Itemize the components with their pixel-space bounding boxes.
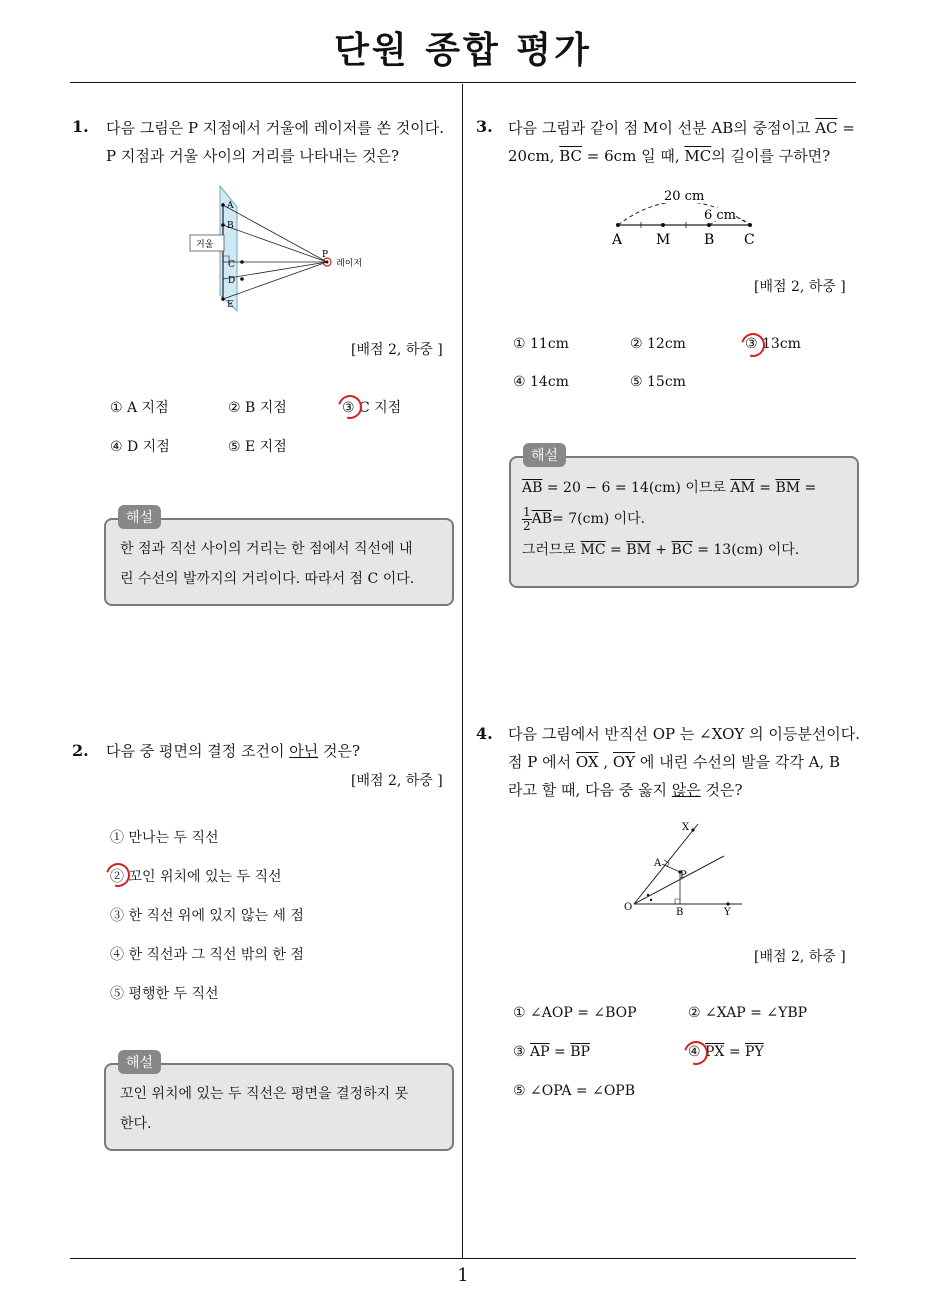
mirror-laser-figure [185,183,385,313]
choice-3[interactable]: ③ 한 직선 위에 있지 않는 세 점 [110,908,304,924]
solution-line: 한다. [120,1116,152,1132]
choice-5[interactable]: ⑤ 15cm [630,374,686,390]
question-line: 다음 그림에서 반직선 OP 는 ∠XOY 의 이등분선이다. [508,725,861,743]
fraction: 1 2 [523,504,531,533]
top-divider [70,82,856,83]
solution-line: 한 점과 직선 사이의 거리는 한 점에서 직선에 내 [120,541,413,557]
question-line: 다음 그림과 같이 점 M이 선분 AB의 중점이고 $\overline{AC}$ = [508,119,855,137]
choice-3[interactable]: ③ 13cm [745,336,801,352]
solution-box [104,518,454,606]
laser-line-d [223,262,327,279]
page-title: 단원 종합 평가 [334,30,592,71]
answer-circle-mark [737,329,770,362]
choice-1[interactable]: ① 11cm [513,336,569,352]
angle-bisector-figure [618,818,758,922]
question-number: 4. [476,724,493,743]
laser-line-b [223,225,327,262]
solution-box [104,1063,454,1151]
question-text [508,114,855,170]
answer-circle-mark [102,859,135,892]
label-b: B [676,907,684,918]
label-c: C [228,260,235,270]
question-number: 3. [476,117,493,136]
label-d: D [228,276,236,286]
label-e: E [227,300,234,310]
choice-2[interactable]: ② B 지점 [228,400,287,416]
underlined-word: 아닌 [289,742,319,760]
solution-text [120,1079,408,1139]
solution-text [120,534,414,594]
question-line: 20cm, $\overline{BC} = 6cm$ 일 때, $\overline{MC}$의 길이를 구하면? [508,147,831,165]
label-a: A [227,201,234,211]
choice-5[interactable]: ⑤ E 지점 [228,439,287,455]
choice-4[interactable]: ④ 한 직선과 그 직선 밖의 한 점 [110,947,304,963]
choice-2[interactable]: ② ∠XAP = ∠YBP [688,1005,808,1021]
solution-line: 그러므로 $\overline{MC} = \overline{BM} + \overline{BC} = 13(cm)$ 이다. [522,542,800,558]
label-a: A [654,858,662,869]
label-x: X [682,822,690,833]
choice-4[interactable]: ④ D 지점 [110,439,170,455]
choice-3[interactable]: ③ $\overline{AP} = \overline{BP}$ [513,1044,590,1060]
length-label-ac: 20 cm [664,189,705,204]
label-o: O [624,902,633,913]
solution-text [522,474,816,564]
question-line: 점 P 에서 $\overline{OX}$ , $\overline{OY}$ 에 내린 수선의 발을 각각 A, B [508,753,841,771]
label-p: P [322,250,329,260]
question-text: 다음 중 평면의 결정 조건이 아닌 것은? [106,742,361,760]
solution-box [509,456,859,588]
choice-4[interactable]: ④ $\overline{PX} = \overline{PY}$ [688,1044,764,1060]
label-a: A [612,232,623,248]
solution-tag: 해설 [118,1050,161,1074]
bottom-divider [70,1258,856,1259]
question-text [106,114,444,170]
question-line: P 지점과 거울 사이의 거리를 나타내는 것은? [106,147,400,165]
choice-1[interactable]: ① 만나는 두 직선 [110,830,219,846]
choice-4[interactable]: ④ 14cm [513,374,569,390]
laser-label: 레이저 [336,259,363,269]
solution-line: 1 2 $\overline{AB}$ = 7(cm) 이다. [523,504,646,533]
solution-tag: 해설 [118,505,161,529]
score-info: [배점 2, 하중 ] [754,279,846,295]
ray-ox: $\overline{OX}$ [575,753,599,771]
label-y: Y [724,907,731,918]
score-info: [배점 2, 하중 ] [754,949,846,965]
laser-line-a [223,205,327,262]
column-divider [462,84,463,1259]
ray-oy: $\overline{OY}$ [612,753,636,771]
label-b: B [227,221,234,231]
choice-1[interactable]: ① A 지점 [110,400,169,416]
question-number: 1. [72,117,89,136]
choice-2[interactable]: ② 꼬인 위치에 있는 두 직선 [110,869,282,885]
score-info: [배점 2, 하중 ] [351,773,443,789]
choice-5[interactable]: ⑤ 평행한 두 직선 [110,986,219,1002]
laser-line-e [223,262,327,299]
choice-5[interactable]: ⑤ ∠OPA = ∠OPB [513,1083,636,1099]
choice-2[interactable]: ② 12cm [630,336,686,352]
label-p: P [680,870,687,881]
question-line: 다음 그림은 P 지점에서 거울에 레이저를 쏜 것이다. [106,119,445,137]
label-m: M [656,232,671,248]
answer-circle-mark [334,391,367,424]
answer-circle-mark [680,1037,713,1070]
solution-line: $\overline{AB} = 20 - 6 = 14(cm)$ 이므로 $\overline{AM} = \overline{BM}$ = [522,480,817,496]
solution-line: 꼬인 위치에 있는 두 직선은 평면을 결정하지 못 [120,1086,409,1102]
label-b: B [704,232,715,248]
choice-1[interactable]: ① ∠AOP = ∠BOP [513,1005,637,1021]
question-text [508,720,860,804]
length-label-bc: 6 cm [704,208,737,223]
solution-line: 린 수선의 발까지의 거리이다. 따라서 점 C 이다. [120,571,415,587]
question-number: 2. [72,741,89,760]
label-c: C [744,232,755,248]
underlined-word: 않은 [671,781,701,799]
solution-tag: 해설 [523,443,566,467]
mirror-label: 거울 [196,240,214,250]
choice-3[interactable]: ③ C 지점 [342,400,402,416]
segment-figure [600,184,770,250]
score-info: [배점 2, 하중 ] [351,342,443,358]
page-number: 1 [457,1265,469,1286]
question-line: 라고 할 때, 다음 중 옳지 않은 것은? [508,781,743,799]
